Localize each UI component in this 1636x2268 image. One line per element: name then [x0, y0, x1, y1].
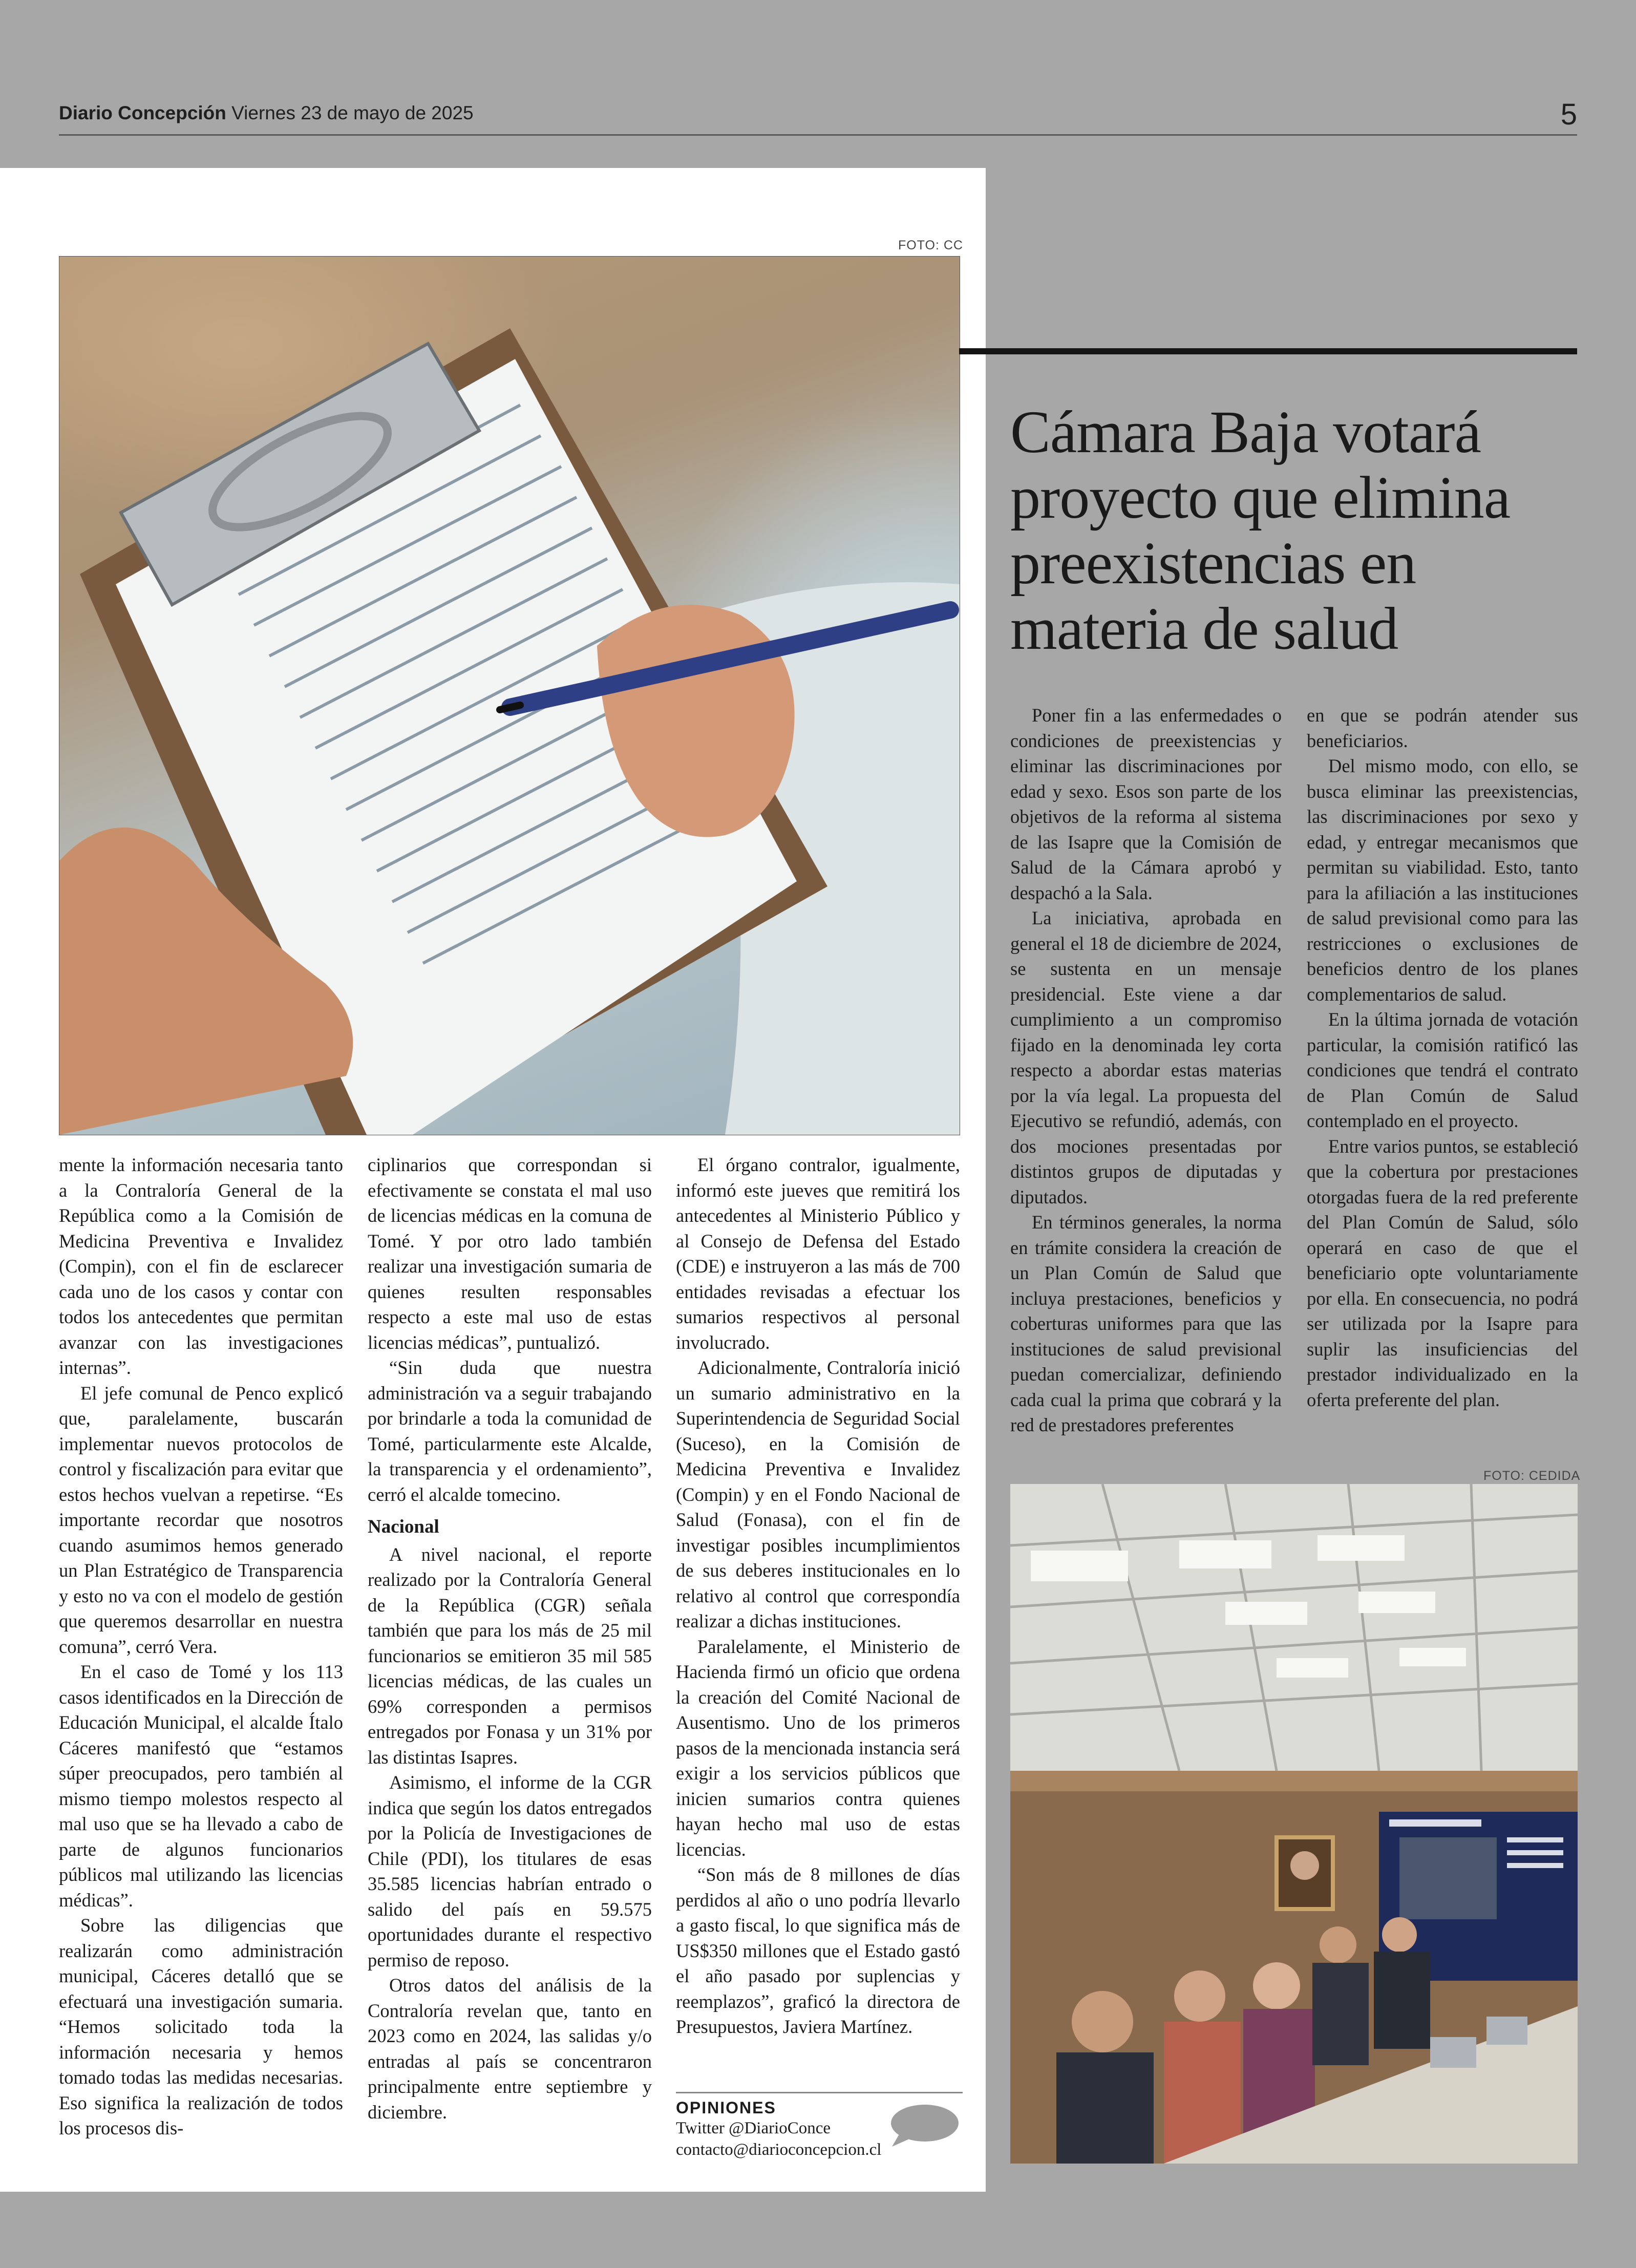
- paragraph: A nivel nacional, el reporte realizado por la Contraloría General de la República (CGR) señala también que para los más de 25 mil funcionarios se emitieron 35 mil 585 licencias médicas, de las cuales un 69% corresponden a permisos entregados por Fonasa y un 31% por las distintas Isapres.: [368, 1543, 652, 1768]
- continued-column-1: [59, 1152, 343, 2141]
- paragraph: Adicionalmente, Contraloría inició un sumario administrativo en la Superintendencia de Seguridad Social (Suceso), en la Comisión de Medicina Preventiva e Invalidez (Compin) y en el Fondo Nacional de Salud (Fonasa), con el fin de investigar posibles incumplimientos de sus deberes institucionales en lo relativo al control que correspondía realizar a dichas instituciones.: [676, 1357, 960, 1631]
- paragraph: Entre varios puntos, se estableció que la cobertura por prestaciones otorgadas fuera de la red preferente del Plan Común de Salud, sólo operará en caso de que el beneficiario opte voluntariamente por ella. En consecuencia, no podrá ser utilizada por la Isapre para suplir las insuficiencias del prestador individualizado en la oferta preferente del plan.: [1307, 1135, 1578, 1410]
- opinions-title: OPINIONES: [676, 2099, 776, 2117]
- headline-line: preexistencias en: [1010, 529, 1416, 597]
- paragraph: Poner fin a las enfermedades o condiciones de preexistencias y eliminar las discriminaciones por edad y sexo. Esos son parte de los objetivos de la reforma al sistema de las Isapre que la Comisión de Salud de la Cámara aprobó y despachó a la Sala.: [1010, 705, 1282, 903]
- speech-bubble-icon: [888, 2103, 960, 2148]
- opinions-twitter[interactable]: Twitter @DiarioConce: [676, 2119, 831, 2137]
- newspaper-name: Diario Concepción: [59, 102, 226, 123]
- page-number: 5: [1560, 98, 1577, 131]
- continued-column-3: [676, 1152, 960, 2040]
- paragraph: en que se podrán atender sus beneficiarios.: [1307, 705, 1578, 751]
- headline-line: proyecto que elimina: [1010, 464, 1511, 531]
- paragraph: En la última jornada de votación particular, la comisión ratificó las condiciones que tendrá el contrato de Plan Común de Salud contemplado en el proyecto.: [1307, 1009, 1578, 1131]
- photo-credit-secondary: FOTO: CEDIDA: [1483, 1469, 1581, 1483]
- article-headline: [1010, 399, 1579, 662]
- paragraph: “Sin duda que nuestra administración va a seguir trabajando por brindarle a toda la comunidad de Tomé, particularmente este Alcalde, la transparencia y el ordenamiento”, cerró el alcalde tomecino.: [368, 1357, 652, 1505]
- article-column-2: [1307, 703, 1578, 1412]
- paragraph: El órgano contralor, igualmente, informó este jueves que remitirá los antecedentes al Ministerio Público y al Consejo de Defensa del Estado (CDE) e instruyeron a las más de 700 entidades revisadas a efectuar los sumarios respectivos al personal involucrado.: [676, 1154, 960, 1353]
- paragraph: mente la información necesaria tanto a la Contraloría General de la República como a la Comisión de Medicina Preventiva e Invalidez (Compin), con el fin de esclarecer cada uno de los casos y contar con todos los antecedentes que permitan avanzar con las investigaciones internas”.: [59, 1154, 343, 1378]
- subheading: Nacional: [368, 1516, 439, 1537]
- header-rule: [59, 134, 1577, 136]
- page-header: [59, 102, 474, 124]
- headline-rule: [959, 348, 1577, 354]
- main-photo: [59, 256, 960, 1135]
- paragraph: Asimismo, el informe de la CGR indica que según los datos entregados por la Policía de Investigaciones de Chile (PDI), los titulares de esas 35.585 licencias habrían entrado o salido del país en 59.575 oportunidades durante el respectivo permiso de reposo.: [368, 1772, 652, 1970]
- headline-line: materia de salud: [1010, 595, 1398, 662]
- session-photo: [1010, 1484, 1578, 2164]
- opinions-email[interactable]: contacto@diarioconcepcion.cl: [676, 2140, 882, 2159]
- photo-credit-main: FOTO: CC: [898, 238, 963, 252]
- paragraph: Del mismo modo, con ello, se busca eliminar las preexistencias, las discriminaciones por sexo y edad, y entregar mecanismos que permitan su viabilidad. Esto, tanto para la afiliación a las instituciones de salud previsional como para las restricciones o exclusiones de beneficios dentro de los planes complementarios de salud.: [1307, 755, 1578, 1005]
- issue-date: Viernes 23 de mayo de 2025: [231, 102, 474, 123]
- meeting-room-illustration: [1010, 1484, 1578, 2164]
- paragraph: El jefe comunal de Penco explicó que, paralelamente, buscarán implementar nuevos protocolos de control y fiscalización para evitar que estos hechos vuelvan a repetirse. “Es importante recordar que nosotros cuando asumimos hemos generado un Plan Estratégico de Transparencia y esto no va con el modelo de gestión que queremos desarrollar en nuestra comuna”, cerró Vera.: [59, 1382, 343, 1657]
- paragraph: Otros datos del análisis de la Contraloría revelan que, tanto en 2023 como en 2024, las salidas y/o entradas al país se concentraron principalmente entre septiembre y diciembre.: [368, 1975, 652, 2123]
- paragraph: Sobre las diligencias que realizarán como administración municipal, Cáceres detalló que se efectuará una investigación sumaria. “Hemos solicitado toda la información necesaria y hemos tomado todas las medidas necesarias. Eso significa la realización de todos los procesos dis-: [59, 1915, 343, 2138]
- paragraph: ciplinarios que correspondan si efectivamente se constata el mal uso de licencias médicas en la comuna de Tomé. Y por otro lado también realizar una investigación sumaria de quienes resulten responsables respecto a este mal uso de estas licencias médicas”, puntualizó.: [368, 1154, 652, 1353]
- paragraph: En términos generales, la norma en trámite considera la creación de un Plan Común de Salud que incluya prestaciones, beneficios y coberturas uniformes para que las instituciones de salud previsional puedan comercializar, definiendo cada cual la prima que cobrará y la red de prestadores preferentes: [1010, 1212, 1282, 1435]
- continued-column-2: [368, 1152, 652, 2125]
- article-column-1: [1010, 703, 1282, 1438]
- paragraph: En el caso de Tomé y los 113 casos identificados en la Dirección de Educación Municipal, el alcalde Ítalo Cáceres manifestó que “estamos súper preocupados, pero también al mismo tiempo molestos respecto al mal uso que se ha llevado a cabo de parte de algunos funcionarios públicos mal utilizando las licencias médicas”.: [59, 1661, 343, 1911]
- paragraph: La iniciativa, aprobada en general el 18 de diciembre de 2024, se sustenta en un mensaje presidencial. Este viene a dar cumplimiento a un compromiso fijado en la denominada ley corta respecto a abordar estas materias por la vía legal. La propuesta del Ejecutivo se refundió, además, con dos mociones presentadas por distintos grupos de diputadas y diputados.: [1010, 907, 1282, 1207]
- clipboard-illustration: [59, 257, 960, 1135]
- paragraph: Paralelamente, el Ministerio de Hacienda firmó un oficio que ordena la creación del Comité Nacional de Ausentismo. Uno de los primeros pasos de la mencionada instancia será exigir a los servicios públicos que inicien sumarios contra quienes hayan hecho mal uso de estas licencias.: [676, 1636, 960, 1860]
- paragraph: “Son más de 8 millones de días perdidos al año o uno podría llevarlo a gasto fiscal, lo que significa más de US$350 millones que el Estado gastó el año pasado por suplencias y reemplazos”, graficó la directora de Presupuestos, Javiera Martínez.: [676, 1864, 960, 2037]
- headline-line: Cámara Baja votará: [1010, 398, 1481, 465]
